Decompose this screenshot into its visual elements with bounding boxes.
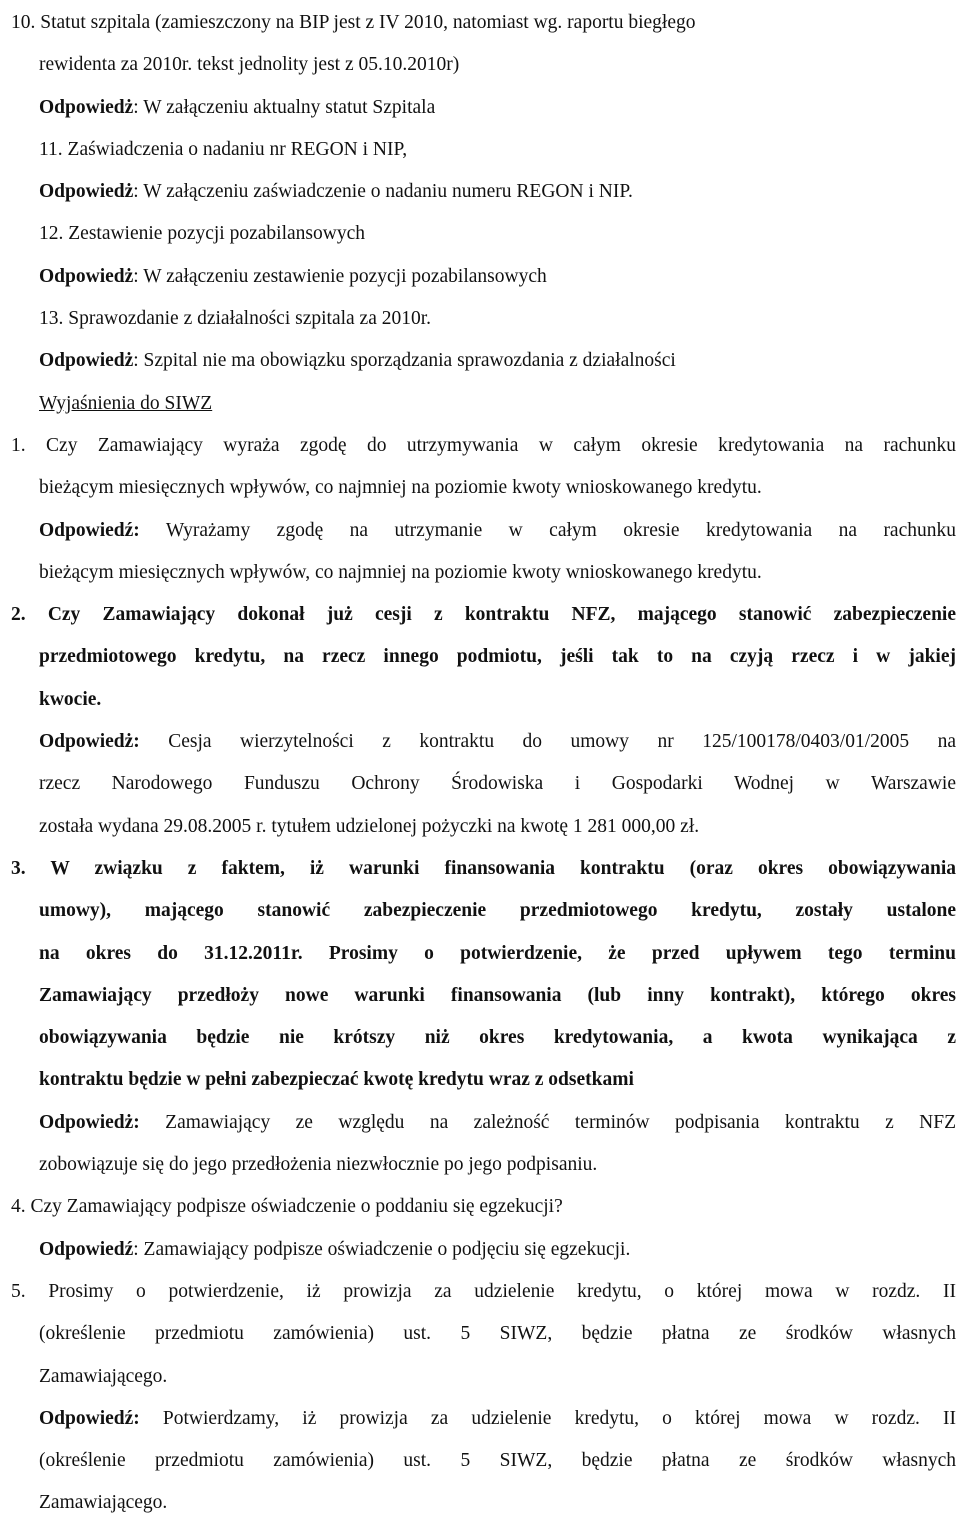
section-heading-text: Wyjaśnienia do SIWZ [39, 392, 213, 414]
q5-answer-line-2: (określenie przedmiotu zamówienia) ust. 5 SIWZ, będzie płatna ze środków własnych [39, 1450, 956, 1472]
q4-question [0, 1186, 956, 1228]
answer-label: Odpowiedż [39, 181, 134, 203]
q3-answer [0, 1102, 956, 1187]
q1-question-cont [0, 467, 956, 509]
q1-question [0, 425, 956, 467]
q2-line-1: 2. Czy Zamawiający dokonał już cesji z kontraktu NFZ, mającego stanowić zabezpieczenie [11, 604, 956, 626]
q3-question-cont [0, 890, 956, 1101]
answer-text: Potwierdzamy, iż prowizja za udzielenie kredytu, o której mowa w rozdz. II [139, 1407, 956, 1429]
q3-question [0, 848, 956, 890]
item-10-line-1 [0, 2, 956, 44]
q2-answer [0, 721, 956, 848]
q4-answer [0, 1229, 956, 1271]
item-12-question [0, 213, 956, 255]
item-10-text-2: rewidenta za 2010r. tekst jednolity jest z 05.10.2010r) [39, 54, 460, 76]
answer-text: : W załączeniu aktualny statut Szpitala [133, 96, 436, 118]
q5-answer-line-3: Zamawiającego. [39, 1492, 168, 1514]
q2-answer-line-1 [39, 721, 956, 763]
answer-label: Odpowiedż [39, 350, 134, 372]
q5-answer-line-1 [39, 1398, 956, 1440]
answer-label: Odpowiedż: [39, 731, 140, 753]
answer-text: : Zamawiający podpisze oświadczenie o podjęciu się egzekucji. [133, 1238, 631, 1260]
q3-line-3: na okres do 31.12.2011r. Prosimy o potwierdzenie, że przed upływem tego terminu [39, 942, 956, 964]
q3-line-6: kontraktu będzie w pełni zabezpieczać kwotę kredytu wraz z odsetkami [39, 1069, 634, 1091]
q5-line-3: Zamawiającego. [39, 1365, 168, 1387]
item-13-question [0, 298, 956, 340]
item-10-answer [0, 87, 956, 129]
q2-line-3: kwocie. [39, 688, 102, 710]
item-13-answer [0, 340, 956, 382]
answer-text: : W załączeniu zaświadczenie o nadaniu numeru REGON i NIP. [133, 181, 633, 203]
q3-line-4: Zamawiający przedłoży nowe warunki finansowania (lub inny kontrakt), którego okres [39, 984, 956, 1006]
answer-text: : Szpital nie ma obowiązku sporządzania sprawozdania z działalności [133, 350, 676, 372]
answer-label: Odpowiedż: [39, 1111, 140, 1133]
question-text: 11. Zaświadczenia o nadaniu nr REGON i NIP, [39, 138, 408, 160]
q2-line-2: przedmiotowego kredytu, na rzecz innego podmiotu, jeśli tak to na czyją rzecz i w jakiej [39, 646, 956, 668]
answer-text: Zamawiający ze względu na zależność terminów podpisania kontraktu z NFZ [139, 1111, 956, 1133]
answer-text: Cesja wierzytelności z kontraktu do umowy nr 125/100178/0403/01/2005 na [139, 731, 956, 753]
q2-answer-line-2: rzecz Narodowego Funduszu Ochrony Środowiska i Gospodarki Wodnej w Warszawie [39, 773, 956, 795]
q1-line-2: bieżącym miesięcznych wpływów, co najmniej na poziomie kwoty wnioskowanego kredytu. [39, 477, 762, 499]
q1-line-1: 1. Czy Zamawiający wyraża zgodę do utrzymywania w całym okresie kredytowania na rachunku [11, 434, 956, 456]
answer-label: Odpowiedź [39, 1238, 134, 1260]
q5-answer [0, 1398, 956, 1525]
q4-line-1: 4. Czy Zamawiający podpisze oświadczenie o poddaniu się egzekucji? [11, 1196, 563, 1218]
q3-line-5: obowiązywania będzie nie krótszy niż okres kredytowania, a kwota wynikająca z [39, 1027, 956, 1049]
q3-line-2: umowy), mającego stanowić zabezpieczenie przedmiotowego kredytu, zostały ustalone [39, 900, 956, 922]
q5-question [0, 1271, 956, 1313]
question-text: 12. Zestawienie pozycji pozabilansowych [39, 223, 365, 245]
q1-answer-line-2: bieżącym miesięcznych wpływów, co najmniej na poziomie kwoty wnioskowanego kredytu. [39, 561, 762, 583]
answer-text: Wyrażamy zgodę na utrzymanie w całym okresie kredytowania na rachunku [139, 519, 956, 541]
item-10-text-1: 10. Statut szpitala (zamieszczony na BIP jest z IV 2010, natomiast wg. raportu biegłego [11, 12, 696, 33]
q3-answer-line-2: zobowiązuje się do jego przedłożenia niezwłocznie po jego podpisaniu. [39, 1154, 598, 1176]
q2-question [0, 594, 956, 636]
answer-label: Odpowiedż [39, 265, 134, 287]
item-12-answer [0, 256, 956, 298]
answer-label: Odpowiedź: [39, 1407, 140, 1429]
answer-label: Odpowiedź: [39, 519, 140, 541]
q2-question-cont [0, 636, 956, 721]
q1-answer [0, 510, 956, 595]
q5-line-1: 5. Prosimy o potwierdzenie, iż prowizja za udzielenie kredytu, o której mowa w rozdz. II [11, 1280, 956, 1302]
question-text: 13. Sprawozdanie z działalności szpitala za 2010r. [39, 308, 432, 330]
answer-label: Odpowiedż [39, 96, 134, 118]
q5-question-cont [0, 1313, 956, 1398]
answer-text: : W załączeniu zestawienie pozycji pozabilansowych [133, 265, 547, 287]
section-heading [0, 383, 956, 425]
q1-answer-line-1 [39, 510, 956, 552]
q2-answer-line-3: została wydana 29.08.2005 r. tytułem udzielonej pożyczki na kwotę 1 281 000,00 zł. [39, 815, 700, 837]
q3-line-1: 3. W związku z faktem, iż warunki finansowania kontraktu (oraz okres obowiązywania [11, 857, 956, 879]
q3-answer-line-1 [39, 1102, 956, 1144]
item-10-line-2 [0, 44, 956, 86]
item-11-answer [0, 171, 956, 213]
item-11-question [0, 129, 956, 171]
q5-line-2: (określenie przedmiotu zamówienia) ust. 5 SIWZ, będzie płatna ze środków własnych [39, 1323, 956, 1345]
